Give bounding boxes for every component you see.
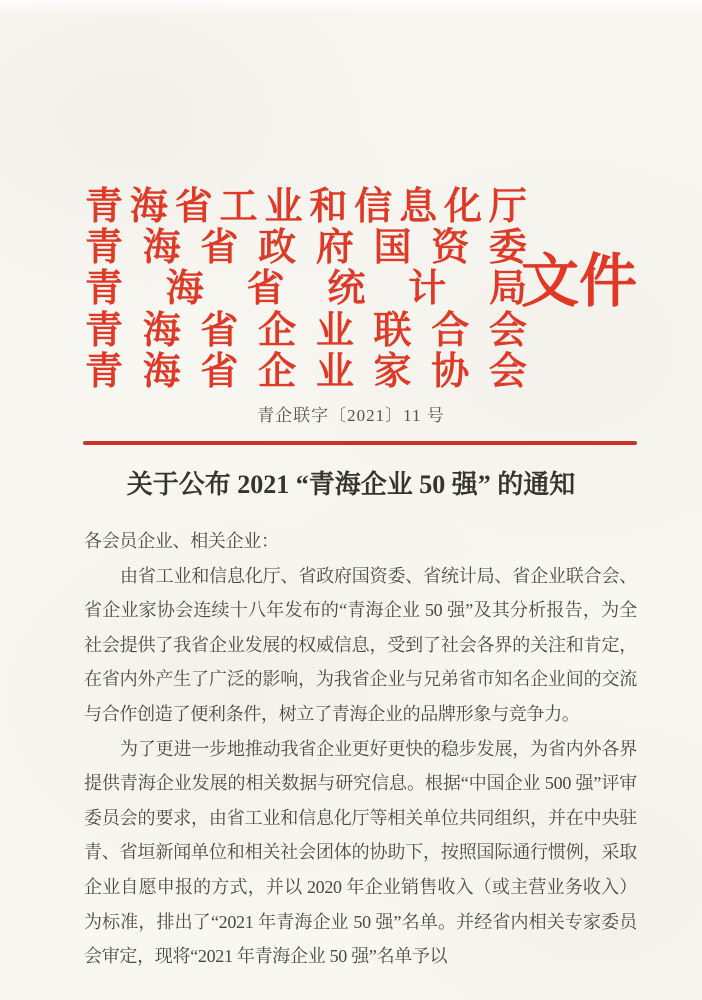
letterhead-issuers [85,182,527,393]
issuer-line-2: 青 海 省 政 府 国 资 委 [85,227,527,270]
document-body [84,524,637,974]
doc-type-label: 文件 [521,249,638,314]
red-divider-line [83,441,637,445]
issuer-line-3: 青 海 省 统 计 局 [85,268,527,311]
issuer-line-1: 青 海 省 工 业 和 信 息 化 厅 [85,186,527,229]
body-paragraph-1: 由省工业和信息化厅、省政府国资委、省统计局、省企业联合会、省企业家协会连续十八年发布的“青海企业 50 强”及其分析报告，为全社会提供了我省企业发展的权威信息，受到了社会各界的关注和肯定，在省内外产生了广泛的影响，为我省企业与兄弟省市知名企业间的交流与合作创造了便利条件，树立了青海企业的品牌形象与竞争力。 [84,565,637,724]
salutation-line: 各会员企业、相关企业： [84,531,279,551]
issuer-line-5: 青 海 省 企 业 家 协 会 [85,350,527,393]
issuer-line-4: 青 海 省 企 业 联 合 会 [85,309,527,352]
doc-number: 青企联字〔2021〕11 号 [257,406,445,425]
document-title: 关于公布 2021 “青海企业 50 强” 的通知 [126,470,576,499]
body-paragraph-2: 为了更进一步地推动我省企业更好更快的稳步发展，为省内外各界提供青海企业发展的相关数据与研究信息。根据“中国企业 500 强”评审委员会的要求，由省工业和信息化厅等相关单位共同组织，并在中央驻青、省垣新闻单位和相关社会团体的协助下，按照国际通行惯例，采取企业自愿申报的方式，并以 2020 年企业销售收入（或主营业务收入）为标准，排出了“2021 年青海企业 50 强”名单。并经省内相关专家委员会审定，现将“2021 年青海企业 50 强”名单予以 [84,738,637,967]
